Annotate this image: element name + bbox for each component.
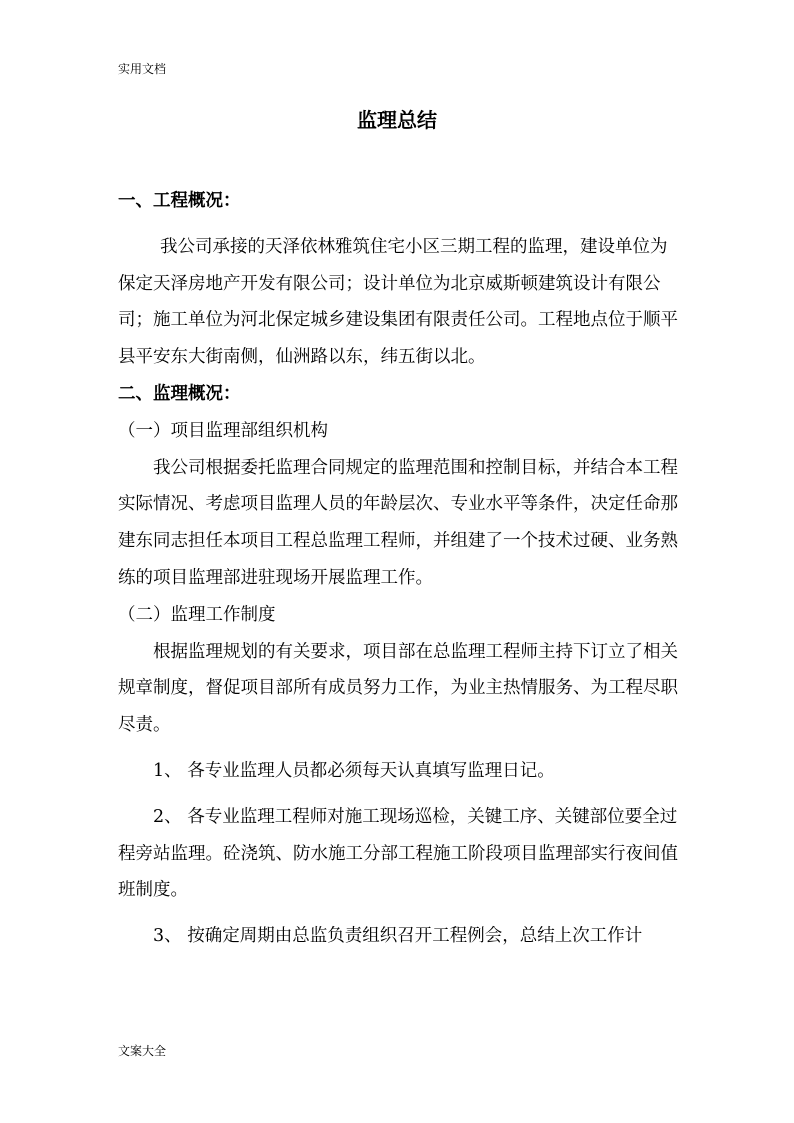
- paragraph-project-overview: 我公司承接的天泽依林雅筑住宅小区三期工程的监理，建设单位为保定天泽房地产开发有限公司；设计单位为北京威斯顿建筑设计有限公司；施工单位为河北保定城乡建设集团有限责任公司。工程地点位于顺平县平安东大街南侧，仙洲路以东，纬五街以北。: [118, 236, 678, 368]
- list-item-2: 2、 各专业监理工程师对施工现场巡检，关键工序、关键部位要全过程旁站监理。砼浇筑、防水施工分部工程施工阶段项目监理部实行夜间值班制度。: [118, 806, 678, 901]
- subsection-heading-organization: （一）项目监理部组织机构: [118, 420, 328, 441]
- subsection-heading-work-system: （二）监理工作制度: [118, 604, 276, 625]
- document-body: [118, 183, 680, 955]
- section-heading-supervision: 二、监理概况：: [118, 383, 241, 404]
- document-title: 监理总结: [357, 108, 437, 132]
- list-item-3: 3、 按确定周期由总监负责组织召开工程例会，总结上次工作计: [153, 926, 643, 947]
- page-footer: 文案大全: [118, 1044, 167, 1058]
- page-header: 实用文档: [118, 62, 167, 76]
- paragraph-work-system: 根据监理规划的有关要求，项目部在总监理工程师主持下订立了相关规章制度，督促项目部所有成员努力工作，为业主热情服务、为工程尽职尽责。: [118, 641, 678, 736]
- paragraph-organization: 我公司根据委托监理合同规定的监理范围和控制目标，并结合本工程实际情况、考虑项目监理人员的年龄层次、专业水平等条件，决定任命那建东同志担任本项目工程总监理工程师，并组建了一个技术过硬、业务熟练的项目监理部进驻现场开展监理工作。: [118, 457, 678, 588]
- list-item-1: 1、 各专业监理人员都必须每天认真填写监理日记。: [153, 760, 555, 781]
- section-heading-overview: 一、工程概况：: [118, 191, 241, 211]
